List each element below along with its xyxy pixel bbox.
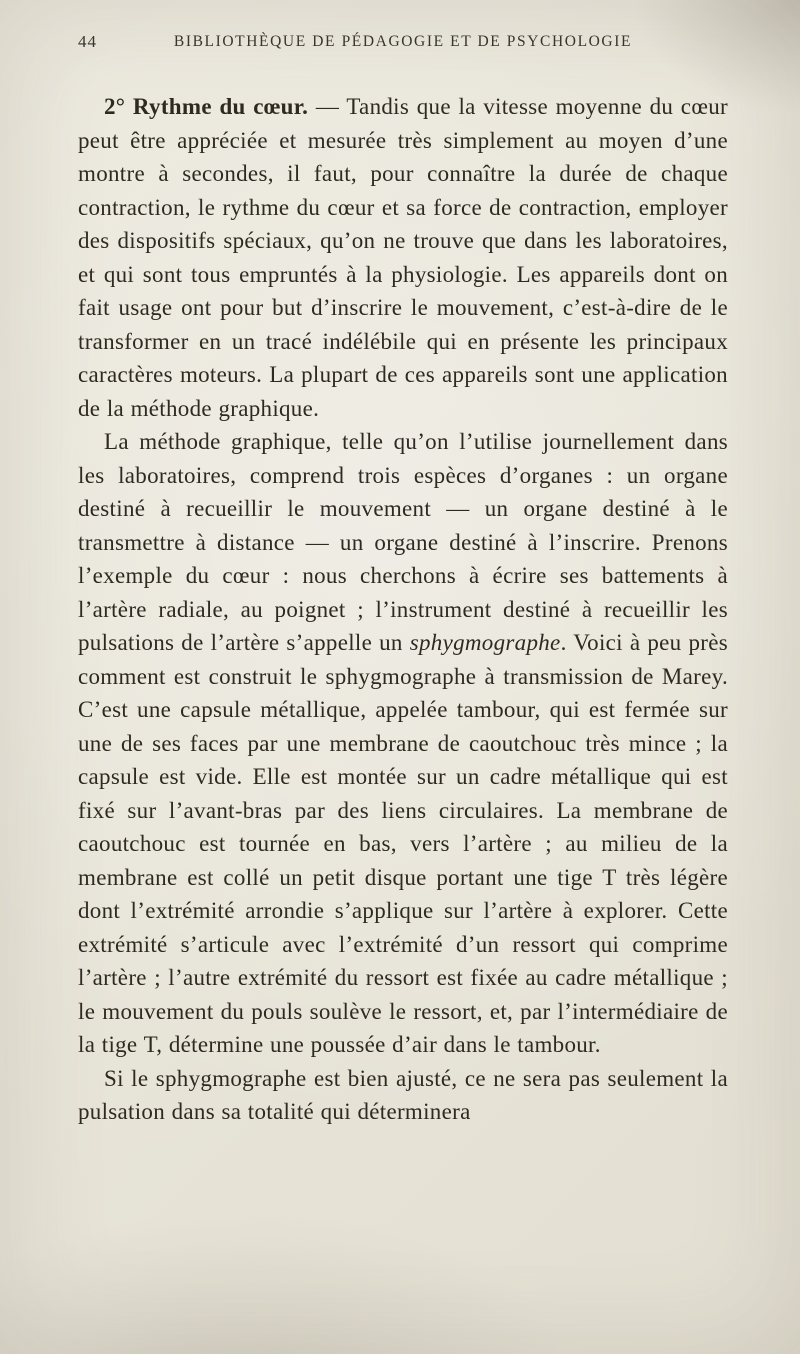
paragraph-text: . Voici à peu près comment est construit le sphygmographe à transmission de Marey. C’est une capsule métallique, appelée tambour, qui est fermée sur une de ses faces par une membrane de caoutchouc très mince ; la capsule est vide. Elle est montée sur un cadre métallique qui est fixé sur l’avant-bras par des liens circulaires. La membrane de caoutchouc est tournée en bas, vers l’artère ; au milieu de la membrane est collé un petit disque portant une tige T très légère dont l’extrémité arrondie s’applique sur l’artère à explorer. Cette extrémité s’articule avec l’extrémité d’un ressort qui comprime l’artère ; l’autre extrémité du ressort est fixée au cadre métallique ; le mouvement du pouls soulève le ressort, et, par l’intermédiaire de la tige T, détermine une poussée d’air dans le tambour. [78, 630, 728, 1057]
paragraph-lead-rythme-du-coeur: 2° Rythme du cœur. [104, 94, 309, 119]
paragraph-text: La méthode graphique, telle qu’on l’utilise journellement dans les laboratoires, comprend trois espèces d’organes : un organe destiné à recueillir le mouvement — un organe destiné à le transmettre à distance — un organe destiné à l’inscrire. Prenons l’exemple du cœur : nous cherchons à écrire ses battements à l’artère radiale, au poignet ; l’instrument destiné à recueillir les pulsations de l’artère s’appelle un [78, 429, 728, 655]
page-number: 44 [78, 32, 97, 51]
paragraph-text: Si le sphygmographe est bien ajusté, ce ne sera pas seulement la pulsation dans sa totalité qui déterminera [78, 1065, 728, 1124]
paragraph-text: — Tandis que la vitesse moyenne du cœur peut être appréciée et mesurée très simplement au moyen d’une montre à secondes, il faut, pour connaître la durée de chaque contraction, le rythme du cœur et sa force de contraction, employer des dispositifs spéciaux, qu’on ne trouve que dans les laboratoires, et qui sont tous empruntés à la physiologie. Les appareils dont on fait usage ont pour but d’inscrire le mouvement, c’est-à-dire de le transformer en un tracé indélébile qui en présente les principaux caractères moteurs. La plupart de ces appareils sont une application de la méthode graphique. [78, 94, 728, 421]
paragraph-ajustement [78, 1062, 728, 1129]
paragraph-rythme-du-coeur [78, 90, 728, 425]
paragraph-methode-graphique [78, 425, 728, 1062]
page-header [78, 30, 728, 54]
page-body [78, 90, 728, 1129]
term-sphygmographe: sphygmographe [409, 630, 561, 655]
running-title: BIBLIOTHÈQUE DE PÉDAGOGIE ET DE PSYCHOLOGIE [173, 33, 633, 50]
